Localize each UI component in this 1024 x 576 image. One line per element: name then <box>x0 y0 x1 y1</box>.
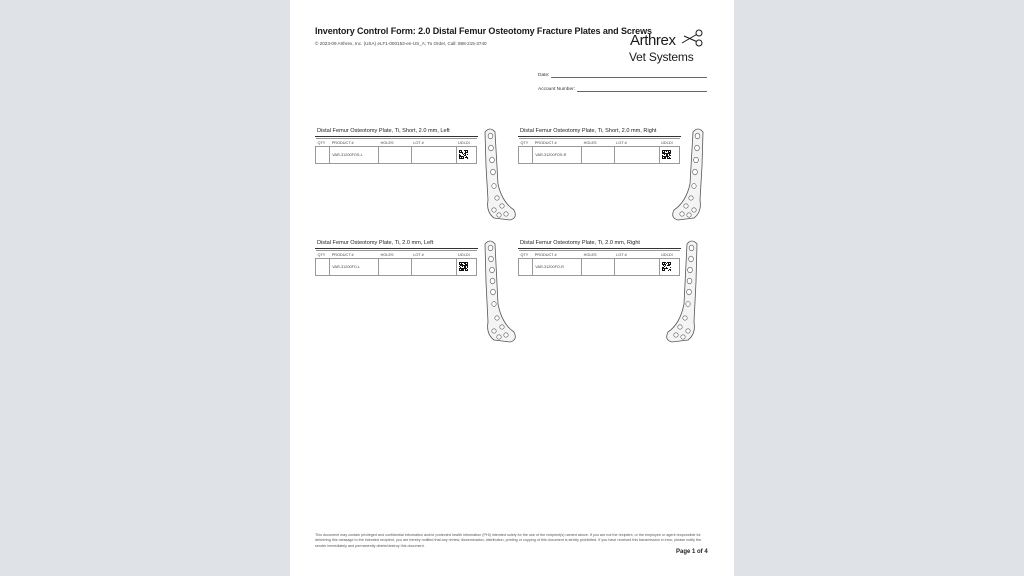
col-holes: HOLES <box>582 139 615 147</box>
confidentiality-disclaimer: This document may contain privileged and confidential information and/or protected health information (PHI) intended solely for the use of the recipient(s) named above. If you are not the recipient, or the employee or agent responsible for delivering this message to the intended recipient, you are hereby notified that any review, dissemination, distribution, printing or copying of this document is strictly prohibited. If you have received this transmission in error, please notify the sender immediately and permanently delete/destroy this document. <box>315 533 702 548</box>
col-lot: LOT # <box>411 139 456 147</box>
product-table <box>315 138 477 164</box>
product-table <box>518 250 680 276</box>
page-number: Page 1 of 4 <box>676 549 708 555</box>
plate-short-left-illustration <box>480 126 520 222</box>
product-cell: VAR-31200FOS-L <box>330 147 379 164</box>
col-udi: UDI-DI <box>659 139 679 147</box>
table-row <box>316 259 477 276</box>
product-cell: VAR-31200FO-L <box>330 259 379 276</box>
account-number-input-line[interactable] <box>577 86 707 92</box>
col-udi: UDI-DI <box>456 139 476 147</box>
section-rule <box>315 136 478 137</box>
section-title: Distal Femur Osteotomy Plate, Ti, Short, 2.0 mm, Left <box>317 128 450 134</box>
logo-line-2: Vet Systems <box>629 50 694 64</box>
col-holes: HOLES <box>582 251 615 259</box>
section-title: Distal Femur Osteotomy Plate, Ti, Short, 2.0 mm, Right <box>520 128 657 134</box>
lot-cell[interactable] <box>614 259 659 276</box>
account-number-field[interactable] <box>538 86 707 92</box>
col-udi: UDI-DI <box>659 251 679 259</box>
account-number-label: Account Number: <box>538 87 576 92</box>
date-field[interactable] <box>538 72 707 78</box>
qty-cell[interactable] <box>519 147 533 164</box>
table-row <box>316 147 477 164</box>
product-cell: VAR-31200FO-R <box>533 259 582 276</box>
product-table <box>315 250 477 276</box>
plate-right-illustration <box>662 238 702 344</box>
udi-cell <box>456 147 476 164</box>
arthrex-logo <box>626 28 716 66</box>
page-title: Inventory Control Form: 2.0 Distal Femur Osteotomy Fracture Plates and Screws <box>315 26 652 36</box>
udi-cell <box>456 259 476 276</box>
col-product: PRODUCT # <box>533 139 582 147</box>
date-label: Date: <box>538 73 550 78</box>
section-title: Distal Femur Osteotomy Plate, Ti, 2.0 mm, Left <box>317 240 434 246</box>
form-page <box>290 0 734 576</box>
table-header-row <box>316 139 477 147</box>
table-row <box>519 259 680 276</box>
col-qty: QTY <box>316 251 330 259</box>
col-lot: LOT # <box>614 251 659 259</box>
lot-cell[interactable] <box>411 259 456 276</box>
col-product: PRODUCT # <box>330 139 379 147</box>
scissors-logo-icon <box>678 28 706 52</box>
col-udi: UDI-DI <box>456 251 476 259</box>
udi-qr-code-icon <box>459 262 468 271</box>
section-rule <box>518 136 681 137</box>
table-header-row <box>519 251 680 259</box>
product-table <box>518 138 680 164</box>
section-rule <box>518 248 681 249</box>
col-qty: QTY <box>316 139 330 147</box>
lot-cell[interactable] <box>614 147 659 164</box>
section-title: Distal Femur Osteotomy Plate, Ti, 2.0 mm, Right <box>520 240 640 246</box>
col-product: PRODUCT # <box>533 251 582 259</box>
udi-qr-code-icon <box>459 150 468 159</box>
col-holes: HOLES <box>379 139 412 147</box>
qty-cell[interactable] <box>316 147 330 164</box>
holes-cell[interactable] <box>582 259 615 276</box>
product-cell: VAR-31200FOS-R <box>533 147 582 164</box>
holes-cell[interactable] <box>379 259 412 276</box>
qty-cell[interactable] <box>316 259 330 276</box>
col-holes: HOLES <box>379 251 412 259</box>
col-lot: LOT # <box>614 139 659 147</box>
table-header-row <box>519 139 680 147</box>
table-row <box>519 147 680 164</box>
plate-left-illustration <box>480 238 520 344</box>
qty-cell[interactable] <box>519 259 533 276</box>
date-input-line[interactable] <box>551 72 707 78</box>
col-product: PRODUCT # <box>330 251 379 259</box>
plate-short-right-illustration <box>668 126 708 222</box>
page-subtitle: © 2023-09 Arthrex, Inc. (USA) eLF1-000153-en-US_A; To Order, Call: 888-215-3740 <box>315 41 487 46</box>
col-lot: LOT # <box>411 251 456 259</box>
section-rule <box>315 248 478 249</box>
holes-cell[interactable] <box>379 147 412 164</box>
lot-cell[interactable] <box>411 147 456 164</box>
col-qty: QTY <box>519 251 533 259</box>
col-qty: QTY <box>519 139 533 147</box>
holes-cell[interactable] <box>582 147 615 164</box>
table-header-row <box>316 251 477 259</box>
logo-line-1: Arthrex <box>630 32 676 49</box>
